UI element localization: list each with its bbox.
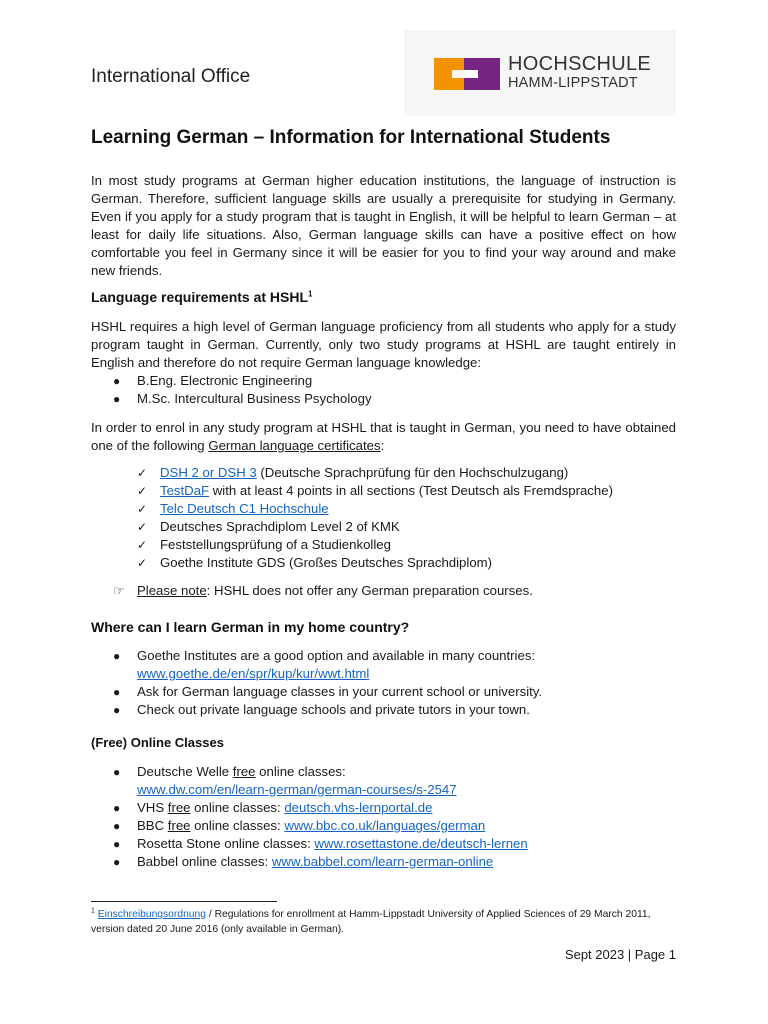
note-label: Please note bbox=[137, 583, 207, 598]
home-country-item bbox=[91, 701, 676, 719]
logo-mark-icon bbox=[434, 58, 500, 90]
goethe-link[interactable]: www.goethe.de/en/spr/kup/kur/wwt.html bbox=[137, 666, 370, 681]
online-class-name: BBC bbox=[137, 818, 168, 833]
page-title: Learning German – Information for International Students bbox=[91, 127, 611, 148]
online-class-item bbox=[91, 835, 676, 853]
certificates-link[interactable]: German language certificates bbox=[208, 438, 381, 453]
online-class-name: VHS bbox=[137, 800, 168, 815]
online-classes-heading: (Free) Online Classes bbox=[91, 735, 224, 750]
certificate-text: (Deutsche Sprachprüfung für den Hochschulzugang) bbox=[256, 465, 569, 480]
bullet-dot-icon: ● bbox=[113, 685, 121, 699]
certificates-intro-text: In order to enrol in any study program at HSHL that is taught in German, you need to have obtained one of the following bbox=[91, 420, 676, 453]
bullet-dot-icon: ● bbox=[113, 819, 121, 833]
checkmark-icon: ✓ bbox=[137, 538, 148, 552]
online-class-link[interactable]: www.dw.com/en/learn-german/german-courses/s-2547 bbox=[137, 782, 457, 797]
bullet-dot-icon: ● bbox=[113, 801, 121, 815]
certificate-text: Feststellungsprüfung of a Studienkolleg bbox=[160, 537, 391, 552]
enrollment-regulations-link[interactable]: Einschreibungsordnung bbox=[97, 909, 206, 920]
footnote-text: / Regulations for enrollment at Hamm-Lippstadt University of Applied Sciences of 29 March 2011, version dated 20 June 2016 (only available in German). bbox=[91, 909, 651, 935]
preparation-note bbox=[113, 582, 533, 600]
online-class-item bbox=[91, 799, 676, 817]
certificate-item bbox=[91, 464, 676, 482]
note-text: : HSHL does not offer any German preparation courses. bbox=[206, 583, 533, 598]
bullet-dot-icon: ● bbox=[113, 765, 121, 779]
online-class-link[interactable]: www.rosettastone.de/deutsch-lernen bbox=[314, 836, 528, 851]
home-country-item bbox=[91, 647, 676, 683]
bullet-dot-icon: ● bbox=[113, 837, 121, 851]
bullet-dot-icon: ● bbox=[113, 855, 121, 869]
checkmark-icon: ✓ bbox=[137, 520, 148, 534]
footnote bbox=[91, 907, 676, 937]
checkmark-icon: ✓ bbox=[137, 502, 148, 516]
home-country-list bbox=[91, 647, 676, 719]
home-country-item bbox=[91, 683, 676, 701]
certificate-item bbox=[91, 536, 676, 554]
online-class-item bbox=[91, 817, 676, 835]
home-country-text: Check out private language schools and private tutors in your town. bbox=[137, 702, 530, 717]
online-class-item bbox=[91, 853, 676, 871]
certificates-list bbox=[91, 464, 676, 572]
logo-text-line1: HOCHSCHULE bbox=[508, 53, 652, 75]
online-class-name: Rosetta Stone online classes: bbox=[137, 836, 315, 851]
requirements-paragraph: HSHL requires a high level of German language proficiency from all students who apply for a study program taught in German. Currently, only two study programs at HSHL are taught entirely in English and therefore do not require German language knowledge: bbox=[91, 319, 676, 370]
checkmark-icon: ✓ bbox=[137, 484, 148, 498]
certificate-text: Goethe Institute GDS (Großes Deutsches Sprachdiplom) bbox=[160, 555, 493, 570]
certificate-item bbox=[91, 482, 676, 500]
certificate-item bbox=[91, 554, 676, 572]
online-classes-list bbox=[91, 763, 676, 871]
certificate-link[interactable]: Telc Deutsch C1 Hochschule bbox=[160, 501, 329, 516]
certificate-item bbox=[91, 518, 676, 536]
online-class-link[interactable]: deutsch.vhs-lernportal.de bbox=[284, 800, 433, 815]
certificate-text: Deutsches Sprachdiplom Level 2 of KMK bbox=[160, 519, 400, 534]
bullet-dot-icon: ● bbox=[113, 392, 121, 406]
online-class-suffix: online classes: bbox=[190, 800, 285, 815]
free-label: free bbox=[232, 764, 256, 779]
footnote-mark: 1 bbox=[91, 907, 95, 915]
online-class-item bbox=[91, 763, 676, 799]
certificate-link[interactable]: DSH 2 or DSH 3 bbox=[160, 465, 257, 480]
online-class-suffix: online classes: bbox=[190, 818, 285, 833]
free-label: free bbox=[167, 818, 191, 833]
certificate-item bbox=[91, 500, 676, 518]
program-item bbox=[91, 372, 676, 390]
online-class-link[interactable]: www.babbel.com/learn-german-online bbox=[271, 854, 494, 869]
online-class-name: Babbel online classes: bbox=[137, 854, 272, 869]
checkmark-icon: ✓ bbox=[137, 556, 148, 570]
requirements-heading-text: Language requirements at HSHL bbox=[91, 289, 309, 305]
pointing-hand-icon: ☞ bbox=[113, 583, 125, 598]
bullet-dot-icon: ● bbox=[113, 374, 121, 388]
program-label: M.Sc. Intercultural Business Psychology bbox=[137, 391, 372, 406]
online-class-name: Deutsche Welle bbox=[137, 764, 233, 779]
certificate-text: with at least 4 points in all sections (Test Deutsch als Fremdsprache) bbox=[209, 483, 613, 498]
footnote-separator bbox=[91, 901, 277, 902]
program-item bbox=[91, 390, 676, 408]
certificate-link[interactable]: TestDaF bbox=[160, 483, 210, 498]
intro-paragraph: In most study programs at German higher education institutions, the language of instruction is German. Therefore, sufficient language skills are usually a prerequisite for studying in Germany. Even if you apply for a study program that is taught in English, it will be helpful to learn German – at least for daily life situations. Also, German language skills can have a positive effect on how comfortable you feel in Germany since it will be easier for you to find your way around and make new friends. bbox=[91, 173, 676, 278]
english-programs-list bbox=[91, 372, 676, 408]
bullet-dot-icon: ● bbox=[113, 649, 121, 663]
home-country-text: Ask for German language classes in your current school or university. bbox=[137, 684, 543, 699]
online-class-suffix: online classes: bbox=[255, 764, 346, 779]
bullet-dot-icon: ● bbox=[113, 703, 121, 717]
program-label: B.Eng. Electronic Engineering bbox=[137, 373, 313, 388]
university-logo bbox=[404, 30, 676, 116]
home-country-heading: Where can I learn German in my home country? bbox=[91, 619, 410, 635]
requirements-heading bbox=[91, 289, 313, 305]
online-class-link[interactable]: www.bbc.co.uk/languages/german bbox=[284, 818, 486, 833]
certificates-colon: : bbox=[380, 438, 385, 453]
footnote-reference[interactable]: 1 bbox=[308, 289, 313, 299]
certificates-paragraph bbox=[91, 419, 676, 455]
free-label: free bbox=[167, 800, 191, 815]
logo-text-line2: HAMM-LIPPSTADT bbox=[508, 75, 638, 91]
office-label: International Office bbox=[91, 66, 251, 87]
page-footer: Sept 2023 | Page 1 bbox=[564, 947, 676, 962]
home-country-text: Goethe Institutes are a good option and available in many countries: bbox=[137, 648, 536, 663]
checkmark-icon: ✓ bbox=[137, 466, 148, 480]
